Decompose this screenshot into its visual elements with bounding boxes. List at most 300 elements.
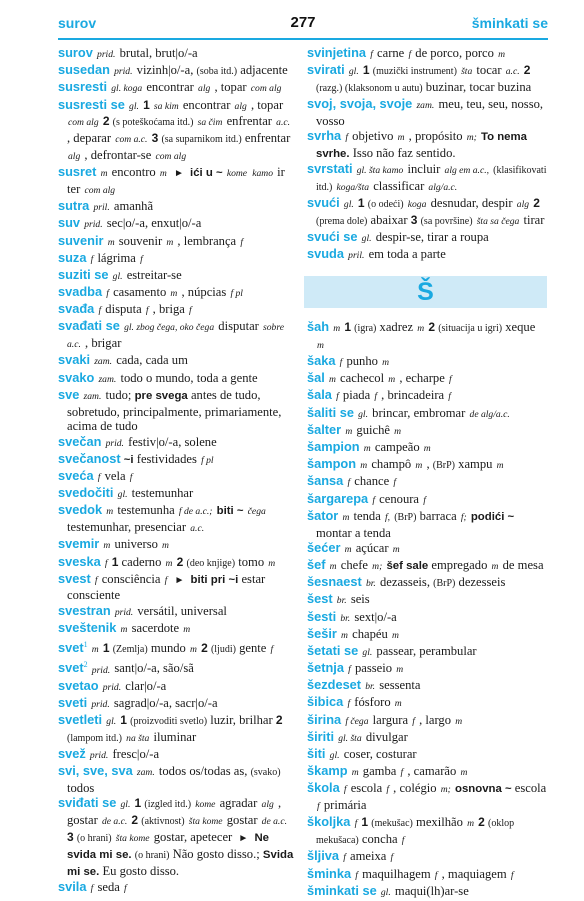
- grammar-label: f: [240, 236, 243, 248]
- usage-note: (prema dole): [316, 215, 368, 227]
- grammar-label: m;: [440, 784, 451, 796]
- dictionary-entry: [307, 730, 547, 747]
- grammar-label: kome: [226, 168, 248, 180]
- page-number: 277: [290, 14, 316, 31]
- grammar-label: f: [374, 391, 378, 403]
- entry-headword: šetati se: [307, 642, 359, 658]
- sense-number: 2: [176, 554, 184, 569]
- dictionary-entry: [58, 503, 294, 537]
- grammar-label: prid.: [89, 750, 109, 762]
- grammar-label: a.c.: [190, 523, 205, 535]
- dictionary-entry: [307, 457, 547, 474]
- dictionary-entry: [307, 423, 547, 440]
- entry-headword: šaliti se: [307, 404, 354, 420]
- phrase: podići ~: [470, 510, 515, 523]
- grammar-label: m: [106, 506, 114, 518]
- grammar-label: f: [97, 471, 101, 483]
- grammar-label: f,: [384, 511, 391, 523]
- usage-note: (lampom itd.): [67, 732, 122, 744]
- grammar-label: de a.c.: [261, 816, 287, 828]
- entry-headword: širina: [307, 711, 342, 727]
- grammar-label: br.: [340, 612, 351, 624]
- entry-headword: šezdeset: [307, 677, 362, 693]
- phrase-arrow-icon: ►: [238, 832, 249, 844]
- translation: estreitar-se: [126, 267, 182, 282]
- entry-headword: šesnaest: [307, 574, 362, 590]
- grammar-label: f: [400, 767, 404, 779]
- grammar-label: m: [166, 236, 174, 248]
- entry-headword: šalter: [307, 421, 342, 437]
- dictionary-entry: [307, 354, 547, 371]
- translation: em toda a parte: [368, 247, 446, 262]
- translation: todos os/todas as,: [158, 764, 248, 779]
- grammar-label: f: [317, 801, 320, 813]
- translation: Isso não faz sentido.: [352, 145, 456, 160]
- translation: amanhã: [113, 199, 154, 214]
- grammar-label: sa kim: [153, 100, 179, 112]
- entry-headword: svrstati: [307, 161, 353, 177]
- grammar-label: a.c.: [276, 117, 291, 129]
- entry-headword: svuda: [307, 246, 344, 262]
- grammar-label: f: [140, 253, 143, 265]
- entry-headword: suvenir: [58, 232, 104, 248]
- translation: Não gosto disso.;: [172, 846, 260, 861]
- grammar-label: gl.: [358, 408, 368, 420]
- translation: , brigar: [85, 336, 122, 351]
- dictionary-entry: [307, 747, 547, 764]
- grammar-label: m: [423, 443, 431, 455]
- grammar-label: prid.: [105, 437, 124, 449]
- homograph-number: 2: [83, 660, 88, 670]
- grammar-label: a.c.: [505, 66, 520, 78]
- entry-headword: svako: [58, 369, 95, 385]
- phrase-arrow-icon: ►: [173, 168, 184, 180]
- grammar-label: f: [354, 818, 358, 830]
- grammar-label: f de a.c.;: [178, 506, 213, 518]
- translation: testemunhar, presenciar: [67, 520, 187, 535]
- entry-headword: šala: [307, 387, 332, 403]
- dictionary-entry: [307, 815, 547, 849]
- translation: desnudar, despir: [430, 196, 513, 211]
- entry-headword: šećer: [307, 539, 341, 555]
- translation: adjacente: [240, 63, 288, 78]
- entry-headword: šetnja: [307, 660, 344, 676]
- translation: passear, perambular: [376, 643, 477, 658]
- grammar-label: f: [90, 253, 94, 265]
- right-bottom-entry-list: [307, 320, 547, 900]
- grammar-label: sobre a.c.: [67, 322, 284, 351]
- grammar-label: m: [268, 557, 276, 569]
- usage-note: (situacija u igri): [438, 323, 503, 335]
- grammar-label: gl.: [348, 66, 359, 78]
- dictionary-entry: [58, 713, 294, 747]
- dictionary-entry: [307, 575, 547, 592]
- translation: sessenta: [379, 678, 421, 693]
- grammar-label: com a.c.: [115, 134, 148, 146]
- entry-headword: susedan: [58, 62, 110, 78]
- entry-headword: suziti se: [58, 266, 109, 282]
- usage-note: (deo knjige): [186, 557, 236, 569]
- grammar-label: m: [392, 543, 400, 555]
- translation: dezasseis,: [379, 575, 430, 590]
- translation: montar a tenda: [316, 525, 391, 540]
- entry-headword: šansa: [307, 473, 344, 489]
- left-column: [58, 46, 294, 897]
- grammar-label: br.: [365, 578, 376, 590]
- homograph-number: 1: [83, 640, 88, 650]
- usage-note: (aktivnost): [141, 816, 185, 828]
- sense-number: 1: [344, 320, 351, 335]
- grammar-label: f: [164, 574, 168, 586]
- translation: cenoura: [379, 491, 420, 506]
- entry-headword: svađati se: [58, 318, 120, 334]
- dictionary-entry: [58, 302, 294, 319]
- page-header: [58, 14, 548, 40]
- grammar-label: gl.: [329, 750, 340, 761]
- dictionary-entry: [58, 469, 294, 486]
- phrase: osnovna ~: [454, 783, 512, 796]
- dictionary-entry: [58, 199, 294, 216]
- grammar-label: m: [91, 644, 99, 656]
- translation: testemunhar: [131, 486, 194, 501]
- translation: chefe: [340, 557, 369, 572]
- dictionary-entry: [58, 319, 294, 353]
- grammar-label: f: [412, 715, 415, 727]
- translation: maquilhagem: [362, 866, 431, 881]
- phrase: Ne svida mi se.: [67, 831, 270, 861]
- entry-headword: šargarepa: [307, 490, 369, 506]
- grammar-label: kamo: [252, 168, 273, 180]
- dictionary-entry: [58, 621, 294, 638]
- translation: brutal, brut|o/-a: [119, 46, 198, 60]
- sense-number: 1: [357, 196, 365, 211]
- translation: agradar: [219, 796, 258, 811]
- grammar-label: zam.: [83, 390, 102, 402]
- translation: sant|o/-a, são/sã: [114, 661, 194, 676]
- grammar-label: m: [455, 715, 463, 727]
- translation: enfrentar: [226, 114, 273, 129]
- dictionary-entry: [58, 285, 294, 302]
- grammar-label: zam.: [98, 373, 117, 385]
- entry-headword: sveća: [58, 467, 94, 483]
- translation: mexilhão: [416, 815, 463, 830]
- translation: , núpcias: [181, 285, 227, 300]
- dictionary-entry: [307, 129, 547, 162]
- dictionary-entry: [307, 592, 547, 609]
- translation: xadrez: [379, 320, 414, 335]
- translation: , topar: [250, 97, 284, 112]
- dictionary-entry: [307, 162, 547, 196]
- grammar-label: koga: [407, 199, 427, 211]
- dictionary-entry: [307, 388, 547, 405]
- dictionary-entry: [307, 764, 547, 781]
- phrase: pre svega: [134, 389, 188, 402]
- translation: fresc|o/-a: [112, 747, 160, 762]
- grammar-label: gl.: [112, 270, 123, 282]
- dictionary-entry: [307, 661, 547, 678]
- translation: tirar: [523, 212, 545, 227]
- grammar-label: f: [98, 305, 102, 317]
- grammar-label: f: [347, 477, 351, 489]
- translation: passeio: [354, 661, 393, 676]
- translation: chance: [354, 474, 390, 489]
- translation: clar|o/-a: [125, 678, 167, 693]
- grammar-label: gl.: [106, 716, 117, 728]
- grammar-label: f: [270, 644, 274, 656]
- translation: , lembrança: [177, 233, 237, 248]
- translation: gostar: [226, 813, 258, 828]
- grammar-label: pril.: [93, 202, 110, 214]
- grammar-label: m: [333, 323, 341, 335]
- grammar-label: f: [408, 49, 412, 60]
- grammar-label: gl. zbog čega, oko čega: [124, 322, 215, 334]
- translation: todos: [67, 781, 95, 796]
- translation: , gostar: [67, 796, 282, 828]
- translation: sext|o/-a: [354, 609, 397, 624]
- right-running-headword: šminkati se: [471, 15, 548, 31]
- translation: buzinar, tocar buzina: [425, 79, 532, 94]
- dictionary-entry: [58, 796, 294, 879]
- dictionary-entry: [58, 486, 294, 503]
- entry-headword: šiti: [307, 746, 326, 761]
- entry-headword: svući: [307, 195, 340, 211]
- sense-number: 1: [134, 796, 142, 811]
- grammar-label: m: [394, 698, 402, 710]
- dictionary-entry: [58, 679, 294, 696]
- entry-headword: svirati: [307, 62, 345, 78]
- translation: tenda: [353, 508, 381, 523]
- translation: casamento: [113, 285, 167, 300]
- grammar-label: m: [394, 425, 402, 437]
- translation: , briga: [152, 302, 185, 317]
- grammar-label: pril.: [348, 250, 365, 262]
- usage-note: (sa površine): [420, 215, 473, 227]
- dictionary-entry: [307, 781, 547, 815]
- grammar-label: zam.: [416, 100, 435, 112]
- dictionary-entry: [58, 63, 294, 80]
- grammar-label: f: [393, 477, 397, 489]
- left-entry-list: [58, 46, 294, 897]
- entry-headword: školjka: [307, 814, 351, 830]
- sense-number: 1: [111, 554, 119, 569]
- dictionary-entry: [58, 435, 294, 452]
- grammar-label: na šta: [126, 732, 150, 744]
- usage-note: (sa suparnikom itd.): [161, 134, 242, 146]
- translation: açúcar: [355, 540, 389, 555]
- grammar-label: m: [341, 629, 348, 641]
- grammar-label: f: [345, 132, 348, 144]
- grammar-label: m: [415, 460, 423, 472]
- translation: brincar, embromar: [372, 405, 466, 420]
- left-running-headword: surov: [58, 15, 97, 31]
- translation: objetivo: [352, 129, 394, 144]
- grammar-label: šta: [461, 66, 473, 78]
- entry-headword: sutra: [58, 198, 90, 214]
- entry-headword: svrha: [307, 128, 342, 144]
- phrase: ići u ~: [190, 167, 223, 180]
- grammar-label: f: [401, 835, 405, 847]
- translation: ,: [426, 457, 430, 472]
- grammar-label: f: [370, 49, 373, 60]
- translation: xeque: [505, 320, 536, 335]
- translation: tudo;: [105, 387, 132, 402]
- translation: seis: [350, 592, 370, 607]
- phrase: To nema svrhe.: [316, 131, 527, 160]
- translation: empregado: [431, 557, 488, 572]
- grammar-label: m: [345, 425, 353, 437]
- dictionary-entry: [307, 678, 547, 695]
- translation: , propósito: [408, 129, 463, 144]
- grammar-label: m: [329, 560, 337, 572]
- grammar-label: f: [106, 288, 109, 300]
- entry-headword: svečan: [58, 433, 102, 449]
- sense-number: 1: [120, 713, 127, 728]
- phrase: šef sale: [386, 559, 429, 572]
- grammar-label: zam.: [136, 767, 155, 779]
- entry-headword: svađa: [58, 301, 95, 317]
- section-letter-banner: Š: [304, 276, 547, 308]
- grammar-label: f: [348, 664, 351, 676]
- translation: meu, teu, seu, nosso, vosso: [316, 97, 544, 128]
- entry-headword: šminka: [307, 865, 352, 881]
- translation: concha: [361, 832, 398, 847]
- entry-headword: svež: [58, 746, 86, 762]
- translation: disputa: [105, 302, 142, 317]
- grammar-label: f pl: [230, 288, 243, 300]
- translation: , camarão: [407, 764, 457, 779]
- grammar-label: prid.: [114, 606, 134, 618]
- entry-headword: šest: [307, 591, 333, 607]
- sense-number: 3: [410, 212, 418, 227]
- usage-note: (proizvoditi svetlo): [130, 716, 208, 728]
- translation: dezesseis: [458, 575, 506, 590]
- grammar-label: gl.: [120, 799, 131, 811]
- grammar-label: prid.: [84, 219, 103, 231]
- grammar-label: gl. koga: [111, 83, 143, 95]
- grammar-label: f: [434, 869, 438, 881]
- usage-note: (oklop mekušaca): [316, 818, 515, 847]
- grammar-label: m: [165, 557, 173, 569]
- grammar-label: gl.: [343, 199, 354, 211]
- grammar-label: f: [386, 784, 390, 796]
- grammar-label: alg: [68, 150, 81, 162]
- translation: chapéu: [352, 626, 388, 641]
- usage-note: (ljudi): [210, 644, 236, 656]
- sense-number: 2: [428, 320, 436, 335]
- translation: caderno: [121, 554, 162, 569]
- translation: coser, costurar: [343, 747, 417, 761]
- usage-note: (mekušac): [371, 818, 413, 830]
- translation: testemunha: [117, 503, 175, 518]
- grammar-label: de alg/a.c.: [469, 408, 510, 420]
- entry-headword: svući se: [307, 229, 358, 245]
- usage-note: (izgled itd.): [144, 799, 192, 811]
- phrase: biti pri ~i: [190, 573, 239, 586]
- grammar-label: zam.: [94, 356, 113, 368]
- grammar-label: alg: [234, 100, 247, 112]
- sense-number: 2: [275, 713, 283, 728]
- grammar-label: f: [90, 882, 94, 894]
- entry-headword: svila: [58, 878, 87, 894]
- translation: seda: [97, 879, 120, 894]
- usage-note: (svako): [250, 767, 281, 779]
- entry-headword: svoj, svoja, svoje: [307, 96, 413, 112]
- entry-headword: svet: [58, 660, 84, 676]
- entry-headword: svi, sve, sva: [58, 763, 133, 779]
- translation: disputar: [218, 319, 259, 334]
- translation: festiv|o/-a, solene: [128, 434, 217, 449]
- translation: xampu: [458, 457, 493, 472]
- dictionary-entry: [58, 251, 294, 268]
- entry-headword: šal: [307, 370, 325, 386]
- entry-headword: svedočiti: [58, 485, 114, 501]
- dictionary-entry: [307, 509, 547, 541]
- sense-number: 3: [67, 829, 74, 844]
- grammar-label: prid.: [91, 664, 111, 676]
- grammar-label: f pl: [201, 454, 214, 466]
- grammar-label: f: [355, 869, 358, 881]
- grammar-label: m: [391, 629, 399, 641]
- dictionary-entry: [307, 884, 547, 901]
- translation: champô: [371, 457, 412, 472]
- entry-headword: šampon: [307, 456, 357, 472]
- phrase: ~i: [123, 453, 134, 466]
- grammar-label: sa čim: [197, 117, 223, 129]
- grammar-label: m: [382, 357, 390, 369]
- dictionary-entry: [58, 46, 294, 63]
- translation: mundo: [150, 641, 186, 656]
- grammar-label: kome: [195, 799, 216, 811]
- dictionary-entry: [307, 867, 547, 884]
- grammar-label: f: [448, 374, 452, 386]
- dictionary-entry: [307, 474, 547, 491]
- grammar-label: f: [372, 494, 376, 506]
- translation: , topar: [214, 80, 247, 95]
- translation: tocar: [476, 63, 502, 78]
- dictionary-entry: [58, 747, 294, 764]
- entry-headword: sveti: [58, 694, 88, 710]
- usage-note: (s poteškoćama itd.): [112, 117, 194, 129]
- grammar-label: m: [496, 460, 504, 472]
- dictionary-entry: [58, 234, 294, 251]
- translation: de porco, porco: [415, 46, 494, 60]
- grammar-label: com alg: [68, 117, 99, 129]
- grammar-label: gl. šta kamo: [356, 165, 404, 177]
- translation: sec|o/-a, enxut|o/-a: [106, 216, 202, 231]
- usage-note: (BrP): [394, 511, 417, 523]
- dictionary-entry: [307, 713, 547, 730]
- translation: cachecol: [340, 371, 385, 386]
- dictionary-entry: [307, 46, 547, 63]
- translation: universo: [114, 537, 158, 552]
- grammar-label: f: [423, 494, 426, 506]
- sense-number: 2: [533, 196, 540, 211]
- grammar-label: de a.c.: [101, 816, 128, 828]
- usage-note: (Zemlja): [112, 644, 148, 656]
- translation: despir-se, tirar a roupa: [375, 230, 489, 245]
- dictionary-entry: [307, 230, 547, 247]
- phrase-arrow-icon: ►: [174, 574, 185, 586]
- translation: antes de tudo, sobretudo, principalmente, primariamente, acima de tudo: [67, 387, 282, 434]
- translation: fósforo: [354, 695, 391, 710]
- translation: piada: [342, 388, 371, 403]
- grammar-label: gl.: [361, 233, 372, 245]
- sense-number: 1: [143, 97, 150, 112]
- dictionary-entry: [307, 371, 547, 388]
- dictionary-entry: [58, 353, 294, 370]
- grammar-label: m: [417, 323, 425, 335]
- entry-headword: svetleti: [58, 712, 103, 728]
